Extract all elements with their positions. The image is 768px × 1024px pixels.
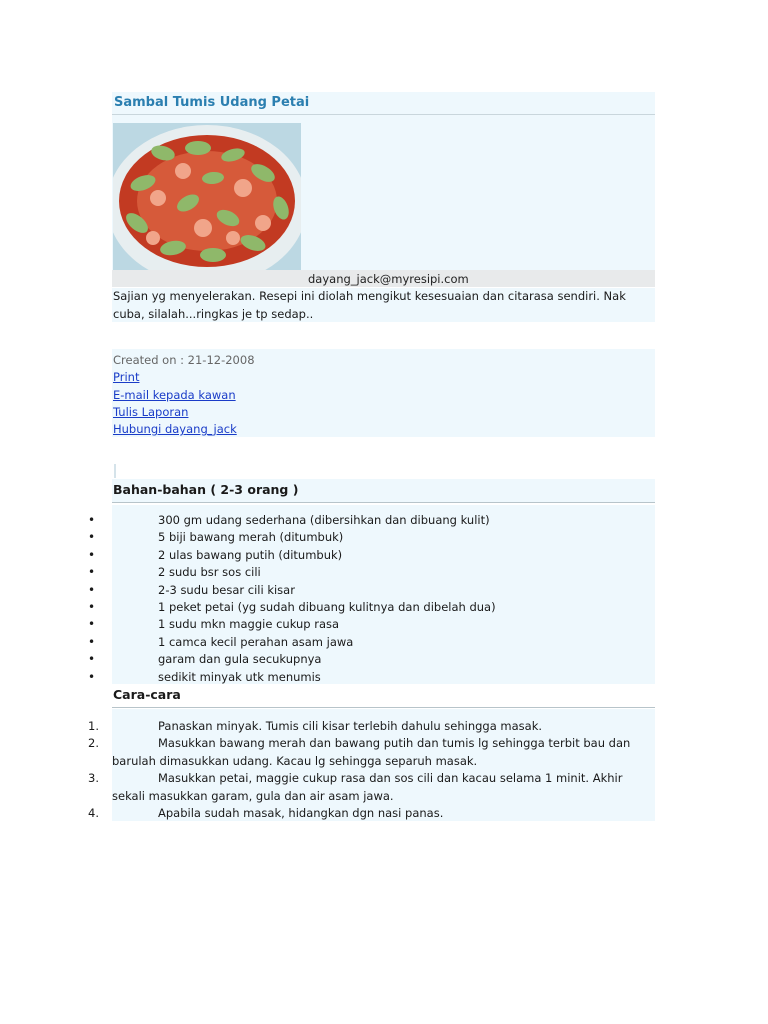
recipe-header (112, 92, 655, 322)
ingredient-text: 1 camca kecil perahan asam jawa (158, 634, 354, 649)
list-item (0, 564, 660, 581)
step-number: 3. (88, 771, 99, 786)
list-item (0, 547, 660, 564)
ingredient-text: 1 peket petai (yg sudah dibuang kulitnya dan dibelah dua) (158, 599, 496, 614)
recipe-description: Sajian yg menyelerakan. Resepi ini diolah mengikut kesesuaian dan citarasa sendiri. Nak cuba, silalah...ringkas je tp sedap.. (113, 289, 626, 321)
ingredients-heading: Bahan-bahan ( 2-3 orang ) (112, 479, 655, 503)
bullet: • (88, 565, 96, 580)
step-text: Masukkan bawang merah dan bawang putih dan tumis lg sehingga terbit bau dan barulah dimasukkan udang. Kacau lg sehingga separuh masak. (112, 736, 631, 768)
ingredient-text: 2 ulas bawang putih (ditumbuk) (158, 547, 343, 562)
bullet: • (88, 582, 96, 597)
recipe-meta (112, 349, 655, 437)
method-heading: Cara-cara (112, 684, 655, 708)
recipe-title: Sambal Tumis Udang Petai (112, 92, 655, 115)
section-marker (114, 464, 116, 478)
bullet: • (88, 617, 96, 632)
bullet: • (88, 513, 96, 527)
ingredient-text: 5 biji bawang merah (ditumbuk) (158, 530, 344, 545)
email-friend-link[interactable]: E-mail kepada kawan (113, 387, 236, 402)
created-date: Created on : 21-12-2008 (113, 353, 255, 367)
step-text: Panaskan minyak. Tumis cili kisar terlebih dahulu sehingga masak. (158, 719, 543, 733)
step-item (0, 718, 660, 735)
dish-image (113, 123, 301, 270)
ingredient-text: sedikit minyak utk menumis (158, 669, 321, 684)
ingredient-text: 1 sudu mkn maggie cukup rasa (158, 617, 340, 632)
list-item (0, 651, 660, 668)
step-text: Masukkan petai, maggie cukup rasa dan sos cili dan kacau selama 1 minit. Akhir sekali masukkan garam, gula dan air asam jawa. (112, 771, 623, 803)
photo-credit-bar (112, 270, 655, 288)
print-link[interactable]: Print (113, 370, 140, 385)
method-steps (0, 718, 660, 822)
list-item (0, 599, 660, 616)
list-item (0, 616, 660, 633)
bullet: • (88, 547, 96, 562)
bullet: • (88, 530, 96, 545)
step-item (0, 735, 660, 770)
list-item (0, 582, 660, 599)
step-number: 1. (88, 719, 99, 733)
bullet: • (88, 634, 96, 649)
ingredient-text: 300 gm udang sederhana (dibersihkan dan dibuang kulit) (158, 513, 490, 527)
ingredients-list (0, 512, 660, 686)
step-item (0, 770, 660, 805)
list-item (0, 529, 660, 546)
list-item (0, 512, 660, 529)
step-number: 2. (88, 736, 99, 751)
ingredient-text: 2-3 sudu besar cili kisar (158, 582, 295, 597)
bullet: • (88, 599, 96, 614)
report-link[interactable]: Tulis Laporan (113, 404, 189, 419)
ingredient-text: garam dan gula secukupnya (158, 652, 322, 667)
recipe-photo (113, 123, 301, 270)
step-number: 4. (88, 806, 99, 821)
contact-author-link[interactable]: Hubungi dayang_jack (113, 422, 237, 437)
step-item (0, 805, 660, 822)
ingredient-text: 2 sudu bsr sos cili (158, 565, 261, 580)
list-item (0, 634, 660, 651)
step-text: Apabila sudah masak, hidangkan dgn nasi panas. (158, 806, 444, 821)
bullet: • (88, 652, 96, 667)
photo-credit: dayang_jack@myresipi.com (308, 272, 469, 286)
bullet: • (88, 669, 96, 684)
